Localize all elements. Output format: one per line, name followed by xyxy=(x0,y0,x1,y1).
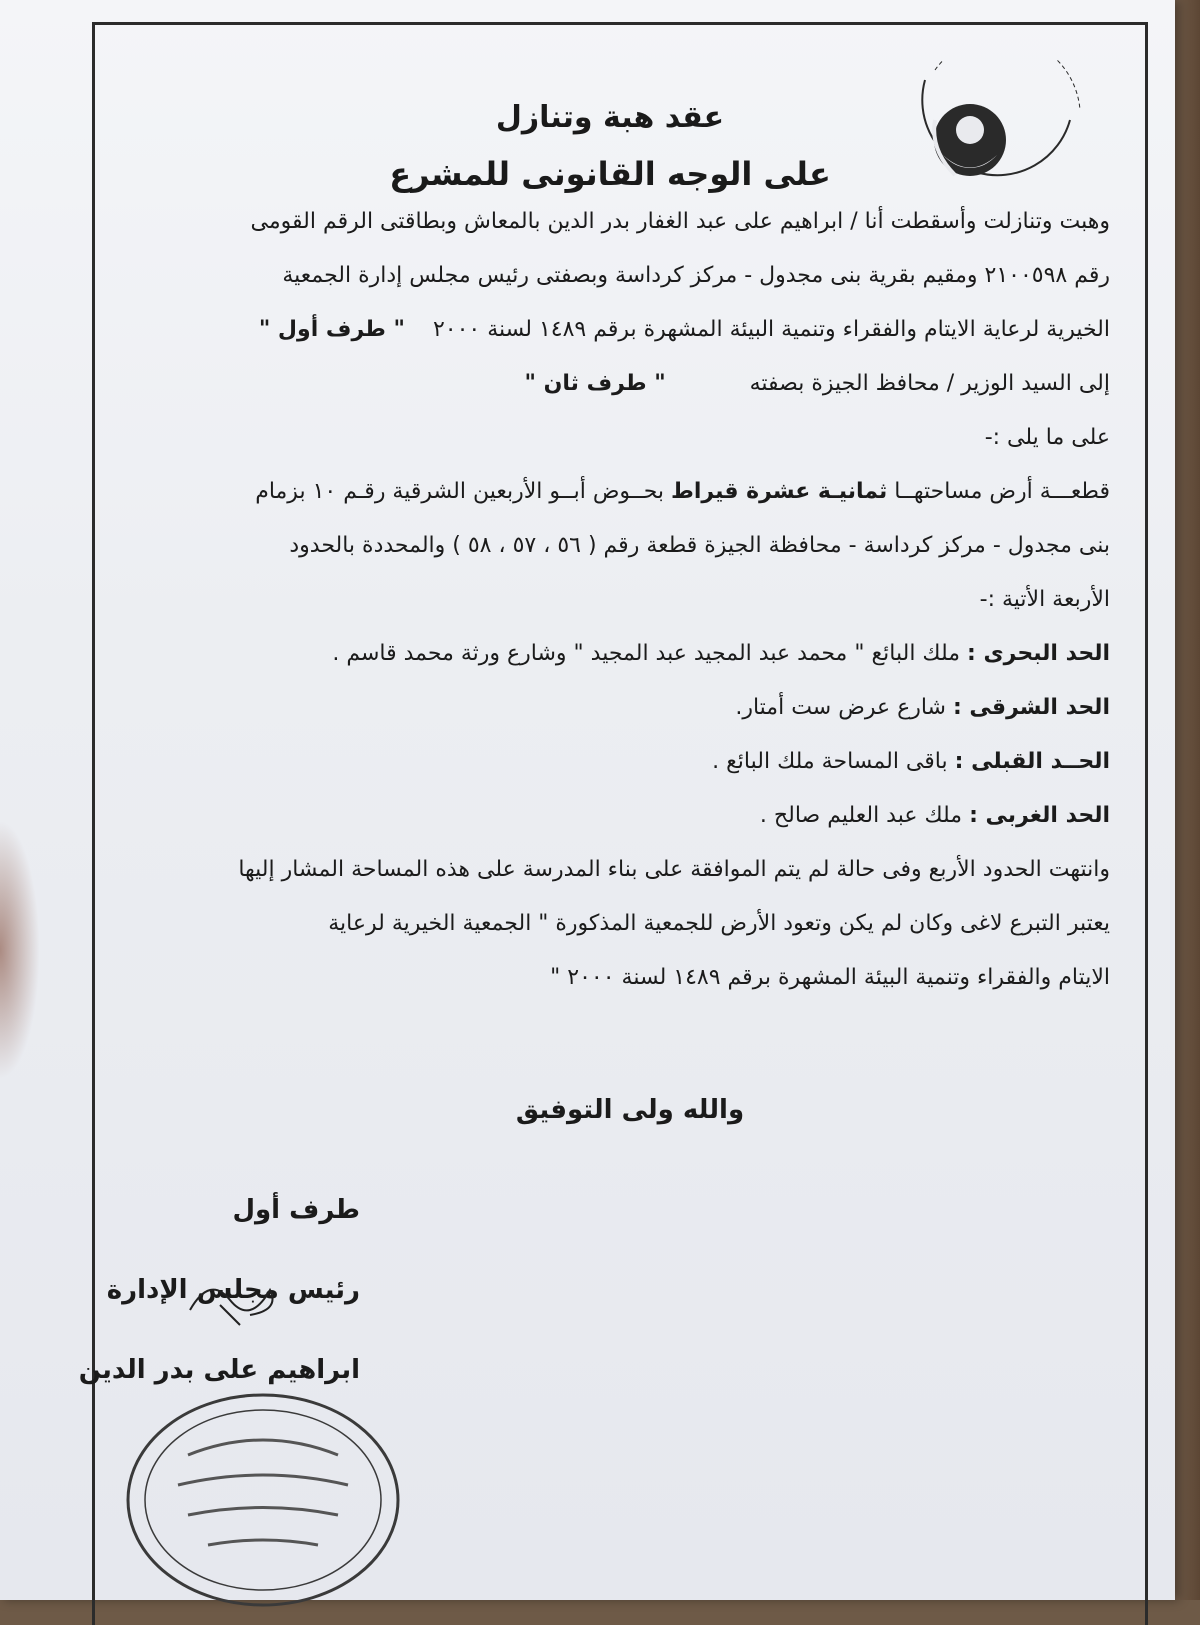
title-line-2: على الوجه القانونى للمشرع xyxy=(389,155,831,193)
signature-name: ابراهيم على بدر الدين xyxy=(78,1355,360,1385)
body-line xyxy=(100,465,1110,519)
boundary-label: الحد البحرى : xyxy=(967,641,1110,666)
body-text-segment: بحــوض أبــو الأربعين الشرقية رقـم ١٠ بزمام xyxy=(255,479,665,504)
boundary-south xyxy=(100,735,1110,789)
association-logo-icon xyxy=(905,60,1085,190)
body-line: وهبت وتنازلت وأسقطت أنا / ابراهيم على عبد الغفار بدر الدين بالمعاش وبطاقتى الرقم القومى xyxy=(250,209,1110,234)
boundary-text: ملك البائع " محمد عبد المجيد عبد المجيد " وشارع ورثة محمد قاسم . xyxy=(332,641,961,666)
boundary-label: الحد الغربى : xyxy=(969,803,1110,828)
official-stamp-icon xyxy=(118,1385,408,1615)
signature-role: طرف أول xyxy=(232,1195,360,1225)
body-text-segment: الخيرية لرعاية الايتام والفقراء وتنمية البيئة المشهرة برقم ١٤٨٩ لسنة ٢٠٠٠ xyxy=(432,317,1110,342)
boundary-north xyxy=(100,627,1110,681)
body-line xyxy=(100,357,1110,411)
boundary-text: باقى المساحة ملك البائع . xyxy=(712,749,948,774)
body-text-segment: إلى السيد الوزير / محافظ الجيزة بصفته xyxy=(749,371,1110,396)
title-line-1: عقد هبة وتنازل xyxy=(495,100,725,135)
party-one-label: " طرف أول " xyxy=(258,317,405,342)
body-text-segment: قطعـــة أرض مساحتهــا xyxy=(894,479,1110,504)
body-line xyxy=(100,303,1110,357)
finger-shadow xyxy=(0,820,40,1080)
boundary-east xyxy=(100,681,1110,735)
document-title xyxy=(380,90,840,202)
closing-phrase: والله ولى التوفيق xyxy=(515,1095,745,1125)
body-line: بنى مجدول - مركز كرداسة - محافظة الجيزة قطعة رقم ( ٥٦ ، ٥٧ ، ٥٨ ) والمحددة بالحدود xyxy=(289,533,1110,558)
body-line: يعتبر التبرع لاغى وكان لم يكن وتعود الأرض للجمعية المذكورة " الجمعية الخيرية لرعاية xyxy=(328,911,1110,936)
area-amount: ثمانيـة عشرة قيراط xyxy=(671,479,888,504)
handwritten-signature-icon xyxy=(180,1270,300,1330)
party-two-label: " طرف ثان " xyxy=(524,371,666,396)
body-line: وانتهت الحدود الأربع وفى حالة لم يتم الموافقة على بناء المدرسة على هذه المساحة المشار إليها xyxy=(238,857,1110,882)
boundary-text: ملك عبد العليم صالح . xyxy=(759,803,963,828)
body-line: الايتام والفقراء وتنمية البيئة المشهرة برقم ١٤٨٩ لسنة ٢٠٠٠ " xyxy=(550,965,1110,990)
body-line: رقم ٢١٠٠٥٩٨ ومقيم بقرية بنى مجدول - مركز كرداسة وبصفتى رئيس مجلس إدارة الجمعية xyxy=(282,263,1110,288)
boundary-label: الحــد القبلى : xyxy=(954,749,1110,774)
contract-body xyxy=(100,195,1110,1005)
boundary-text: شارع عرض ست أمتار. xyxy=(735,695,946,720)
boundary-west xyxy=(100,789,1110,843)
body-line: الأربعة الأتية :- xyxy=(979,587,1110,612)
boundary-label: الحد الشرقى : xyxy=(952,695,1110,720)
signature-title: رئيس مجلس الإدارة xyxy=(106,1275,360,1305)
body-line: على ما يلى :- xyxy=(984,425,1110,450)
